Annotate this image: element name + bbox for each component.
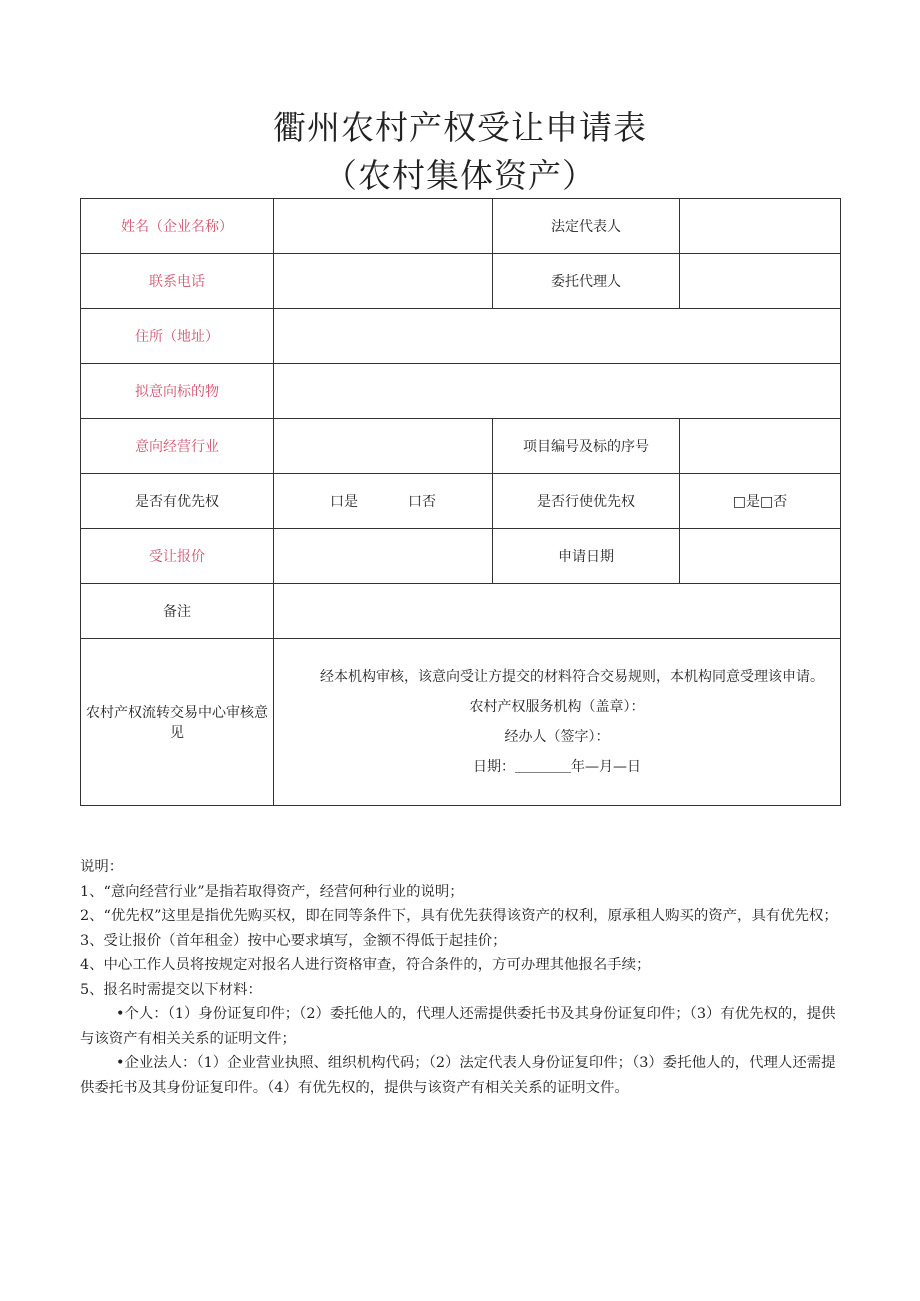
name-field[interactable]: [274, 199, 493, 254]
industry-label: 意向经营行业: [81, 419, 274, 474]
note-item: 3、受让报价（首年租金）按中心要求填写，金额不得低于起挂价；: [80, 932, 507, 949]
note-item: 1、“意向经营行业”是指若取得资产，经营何种行业的说明；: [80, 883, 464, 900]
price-field[interactable]: [274, 529, 493, 584]
address-label: 住所（地址）: [81, 309, 274, 364]
notes-heading: 说明：: [80, 859, 124, 875]
phone-field[interactable]: [274, 254, 493, 309]
has-priority-options: [274, 474, 493, 529]
remark-label: 备注: [81, 584, 274, 639]
remark-field[interactable]: [274, 584, 841, 639]
legal-rep-label: 法定代表人: [493, 199, 680, 254]
target-field[interactable]: [274, 364, 841, 419]
page-title: 衢州农村产权受让申请表: [273, 108, 647, 147]
project-no-field[interactable]: [680, 419, 841, 474]
review-opinion: [274, 639, 841, 806]
exercise-priority-label: 是否行使优先权: [493, 474, 680, 529]
has-priority-no-checkbox[interactable]: 口否: [408, 494, 436, 510]
note-personal: •个人：（1）身份证复印件；（2）委托他人的，代理人还需提供委托书及其身份证复印件；（3）有优先权的，提供与该资产有相关关系的证明文件；: [80, 1006, 836, 1047]
industry-field[interactable]: [274, 419, 493, 474]
note-item: 5、报名时需提交以下材料：: [80, 981, 262, 998]
notes-section: [80, 855, 842, 1100]
has-priority-label: 是否有优先权: [81, 474, 274, 529]
review-text: 经本机构审核，该意向受让方提交的材料符合交易规则，本机构同意受理该申请。: [320, 669, 824, 685]
note-corporate: •企业法人：（1）企业营业执照、组织机构代码；（2）法定代表人身份证复印件；（3）委托他人的，代理人还需提供委托书及其身份证复印件。（4）有优先权的，提供与该资产有相关关系的证明文件。: [80, 1055, 836, 1096]
has-priority-yes-checkbox[interactable]: 口是: [330, 494, 358, 510]
note-item: 2、“优先权”这里是指优先购买权，即在同等条件下，具有优先获得该资产的权利，原承租人购买的资产，具有优先权；: [80, 908, 838, 924]
address-field[interactable]: [274, 309, 841, 364]
agent-field[interactable]: [680, 254, 841, 309]
agent-label: 委托代理人: [493, 254, 680, 309]
exercise-priority-options[interactable]: □是□否: [680, 474, 841, 529]
review-label: 农村产权流转交易中心审核意见: [81, 639, 274, 806]
date-label: 申请日期: [493, 529, 680, 584]
target-label: 拟意向标的物: [81, 364, 274, 419]
page-subtitle: （农村集体资产）: [324, 156, 596, 195]
date-field[interactable]: [680, 529, 841, 584]
review-org: 农村产权服务机构（盖章）：: [469, 699, 645, 715]
note-item: 4、中心工作人员将按规定对报名人进行资格审查，符合条件的，方可办理其他报名手续；: [80, 957, 651, 973]
review-date: 日期：＿＿＿＿年—月—日: [473, 759, 641, 775]
review-handler: 经办人（签字）：: [504, 729, 610, 745]
name-label: 姓名（企业名称）: [81, 199, 274, 254]
price-label: 受让报价: [81, 529, 274, 584]
phone-label: 联系电话: [81, 254, 274, 309]
legal-rep-field[interactable]: [680, 199, 841, 254]
project-no-label: 项目编号及标的序号: [493, 419, 680, 474]
application-form: [80, 198, 841, 806]
